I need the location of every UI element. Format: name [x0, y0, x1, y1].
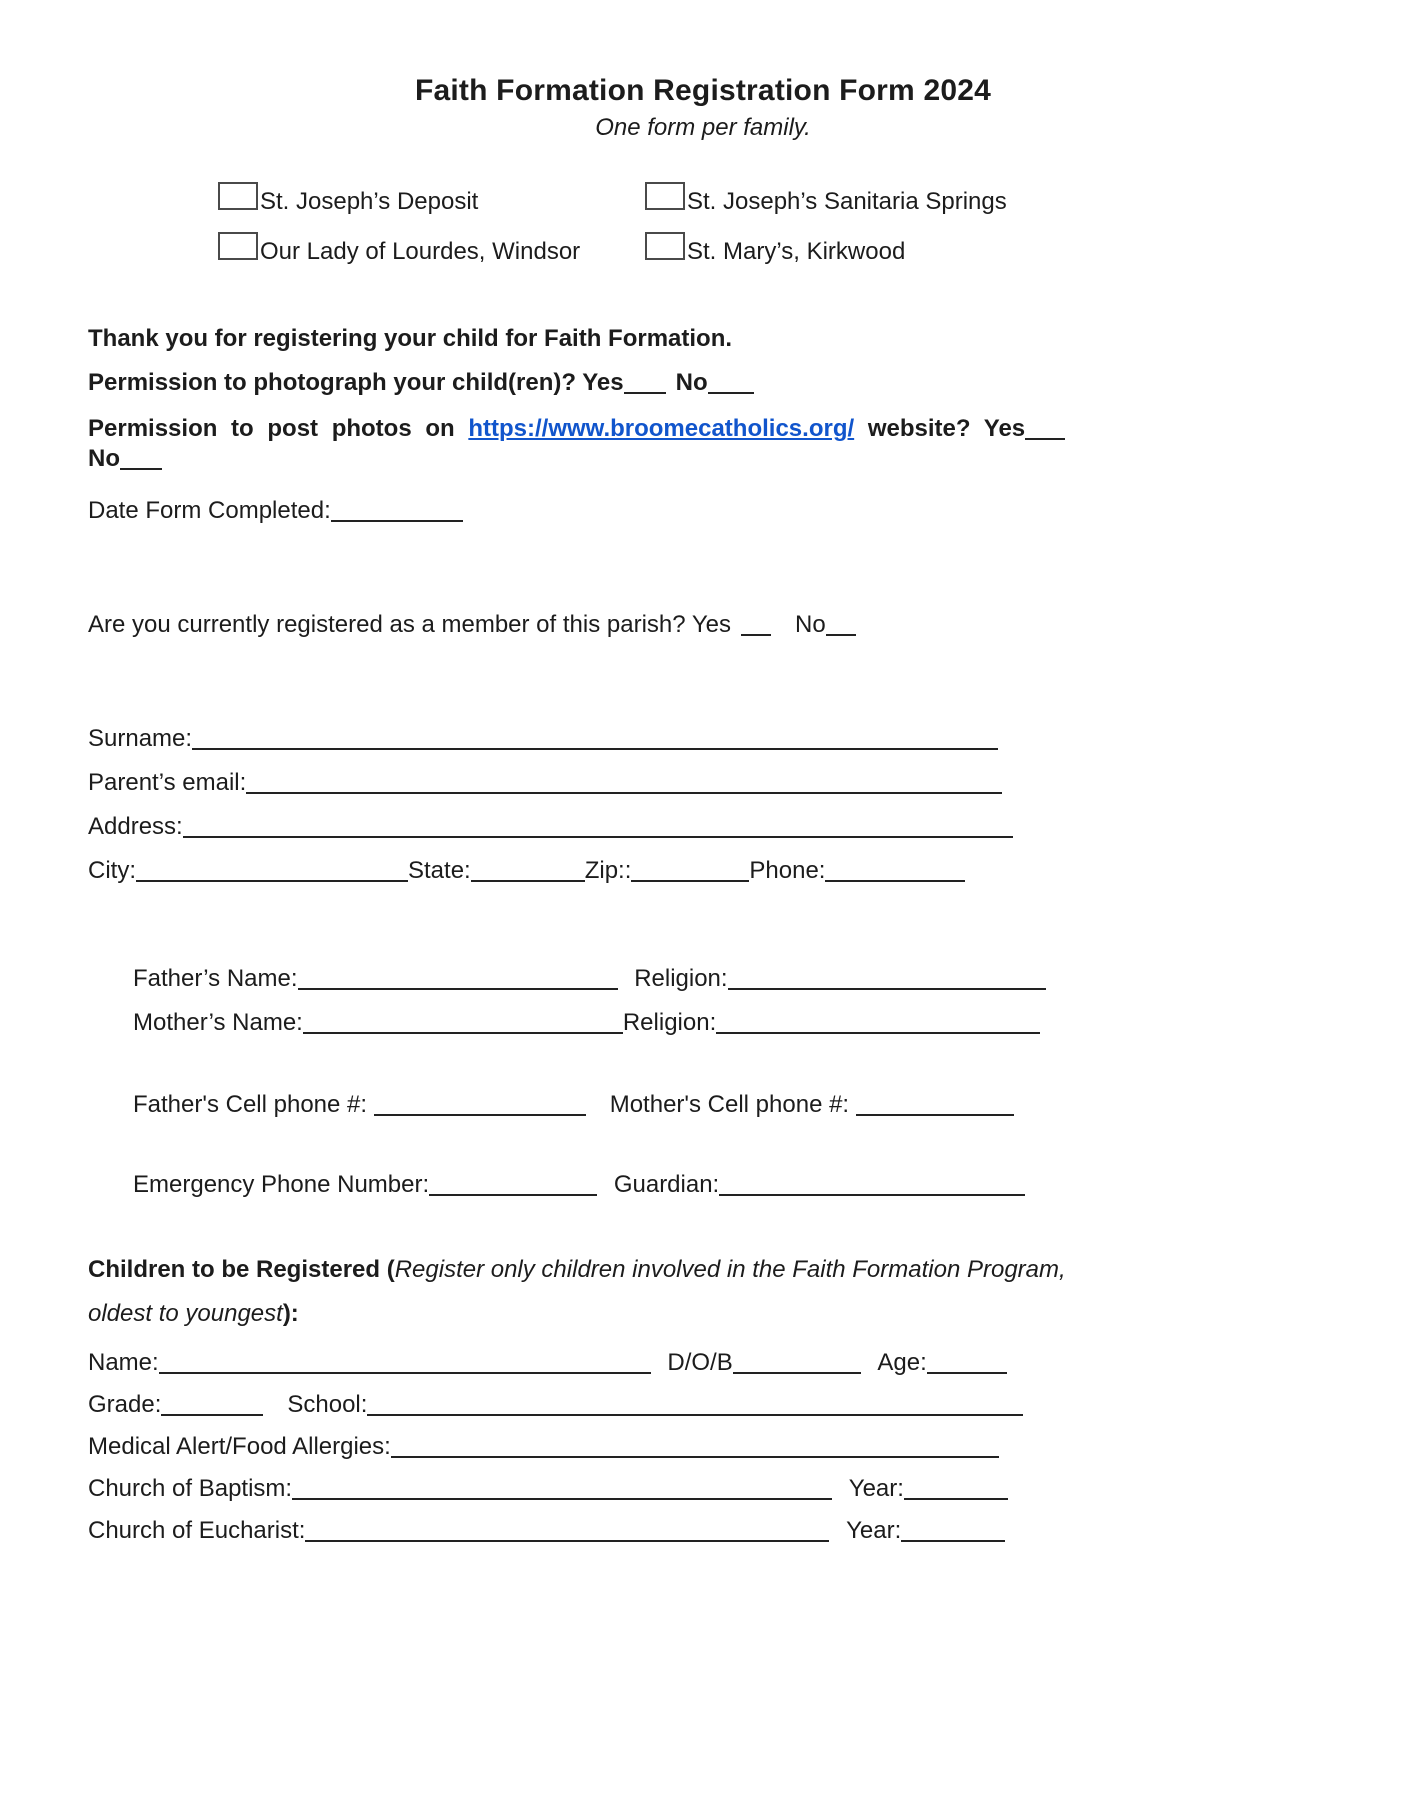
- parish-option-label: Our Lady of Lourdes, Windsor: [260, 238, 581, 265]
- mother-religion-line: [716, 1032, 1040, 1034]
- mother-name-line: [303, 1032, 623, 1034]
- date-completed-label: Date Form Completed:: [88, 497, 331, 524]
- children-header-close: ):: [282, 1300, 299, 1327]
- phone-label: Phone:: [749, 857, 826, 884]
- parent-email-label: Parent’s email:: [88, 769, 247, 796]
- parish-option-label: St. Mary’s, Kirkwood: [687, 238, 906, 265]
- school-label: School:: [287, 1391, 368, 1418]
- father-name-line: [298, 988, 618, 990]
- school-line: [367, 1414, 1023, 1416]
- parish-option-st-marys-kirkwood: [645, 232, 1406, 266]
- grade-label: Grade:: [88, 1391, 162, 1418]
- page-subtitle: One form per family.: [595, 114, 811, 141]
- city-state-zip-phone-row: [88, 856, 1406, 886]
- address-label: Address:: [88, 813, 183, 840]
- mother-cell-label: Mother's Cell phone #:: [609, 1091, 850, 1118]
- age-line: [927, 1372, 1007, 1374]
- post-no-line: [120, 468, 162, 470]
- registered-no-label: No: [794, 611, 826, 638]
- cell-phones-row: [133, 1090, 1406, 1120]
- medical-alert-line: [391, 1456, 999, 1458]
- photograph-yes-line: [624, 392, 666, 394]
- grade-school-row: [88, 1390, 1406, 1420]
- medical-alert-label: Medical Alert/Food Allergies:: [88, 1433, 391, 1460]
- dob-label: D/O/B: [667, 1349, 733, 1376]
- mother-cell-line: [856, 1114, 1014, 1116]
- date-completed-row: [88, 496, 1406, 526]
- mother-religion-label: Religion:: [622, 1009, 717, 1036]
- post-website-label: website?: [867, 415, 971, 442]
- church-of-eucharist-row: [88, 1516, 1406, 1546]
- post-yes-line: [1025, 438, 1065, 440]
- mother-name-row: [133, 1008, 1406, 1038]
- guardian-line: [719, 1194, 1025, 1196]
- address-row: [88, 812, 1406, 842]
- children-section-header: [88, 1248, 1083, 1336]
- registered-question-label: Are you currently registered as a member of this parish? Yes: [88, 611, 731, 638]
- registered-yes-line: [741, 634, 771, 636]
- baptism-year-line: [904, 1498, 1008, 1500]
- post-no-label: No: [88, 445, 120, 472]
- guardian-label: Guardian:: [613, 1171, 720, 1198]
- registered-no-line: [826, 634, 856, 636]
- church-of-baptism-label: Church of Baptism:: [88, 1475, 293, 1502]
- checkbox-st-marys-kirkwood[interactable]: [645, 232, 685, 260]
- city-line: [136, 880, 408, 882]
- age-label: Age:: [877, 1349, 927, 1376]
- parish-option-st-josephs-deposit: [218, 182, 645, 216]
- child-name-line: [159, 1372, 651, 1374]
- child-name-label: Name:: [88, 1349, 159, 1376]
- broomecatholics-link[interactable]: https://www.broomecatholics.org/: [468, 415, 855, 442]
- church-of-eucharist-label: Church of Eucharist:: [88, 1517, 306, 1544]
- photograph-permission-row: [88, 368, 1406, 398]
- parent-email-line: [246, 792, 1002, 794]
- parent-email-row: [88, 768, 1406, 798]
- children-header-note: Register only children involved in the Faith Formation Program, oldest to youngest: [88, 1256, 1066, 1327]
- parish-option-label: St. Joseph’s Deposit: [260, 188, 479, 215]
- post-yes-label: Yes: [983, 415, 1026, 442]
- father-name-row: [133, 964, 1406, 994]
- photograph-question-label: Permission to photograph your child(ren)? Yes: [88, 369, 624, 396]
- thank-you-text: Thank you for registering your child for Faith Formation.: [88, 325, 733, 352]
- mother-name-label: Mother’s Name:: [133, 1009, 303, 1036]
- phone-line: [825, 880, 965, 882]
- zip-line: [631, 880, 749, 882]
- checkbox-st-josephs-deposit[interactable]: [218, 182, 258, 210]
- baptism-year-label: Year:: [848, 1475, 904, 1502]
- grade-line: [161, 1414, 263, 1416]
- registered-member-row: [88, 610, 1406, 640]
- photograph-no-label: No: [675, 369, 708, 396]
- church-of-eucharist-line: [305, 1540, 829, 1542]
- eucharist-year-label: Year:: [846, 1517, 902, 1544]
- zip-label: Zip::: [584, 857, 632, 884]
- children-header-open: Children to be Registered (: [88, 1256, 395, 1283]
- parish-option-st-josephs-sanitaria-springs: [645, 182, 1406, 216]
- surname-label: Surname:: [88, 725, 193, 752]
- parish-option-our-lady-of-lourdes: [218, 232, 645, 266]
- checkbox-our-lady-of-lourdes[interactable]: [218, 232, 258, 260]
- father-name-label: Father’s Name:: [133, 965, 298, 992]
- emergency-guardian-row: [133, 1170, 1406, 1200]
- church-of-baptism-row: [88, 1474, 1406, 1504]
- address-line: [183, 836, 1013, 838]
- surname-line: [192, 748, 998, 750]
- father-cell-line: [374, 1114, 586, 1116]
- emergency-phone-line: [429, 1194, 597, 1196]
- medical-alert-row: [88, 1432, 1406, 1462]
- state-label: State:: [408, 857, 471, 884]
- photograph-no-line: [708, 392, 754, 394]
- parish-option-label: St. Joseph’s Sanitaria Springs: [687, 188, 1007, 215]
- child-name-row: [88, 1348, 1406, 1378]
- father-religion-line: [728, 988, 1046, 990]
- checkbox-st-josephs-sanitaria-springs[interactable]: [645, 182, 685, 210]
- father-cell-label: Father's Cell phone #:: [133, 1091, 368, 1118]
- father-religion-label: Religion:: [634, 965, 728, 992]
- city-label: City:: [88, 857, 136, 884]
- state-line: [471, 880, 585, 882]
- emergency-phone-label: Emergency Phone Number:: [133, 1171, 430, 1198]
- surname-row: [88, 724, 1406, 754]
- date-completed-line: [331, 520, 463, 522]
- eucharist-year-line: [901, 1540, 1005, 1542]
- church-of-baptism-line: [292, 1498, 832, 1500]
- parish-options-group: [218, 182, 1406, 266]
- post-photos-permission-row: [88, 414, 1098, 474]
- dob-line: [733, 1372, 861, 1374]
- page-title: Faith Formation Registration Form 2024: [414, 74, 992, 107]
- post-question-label: Permission to post photos on: [88, 415, 455, 442]
